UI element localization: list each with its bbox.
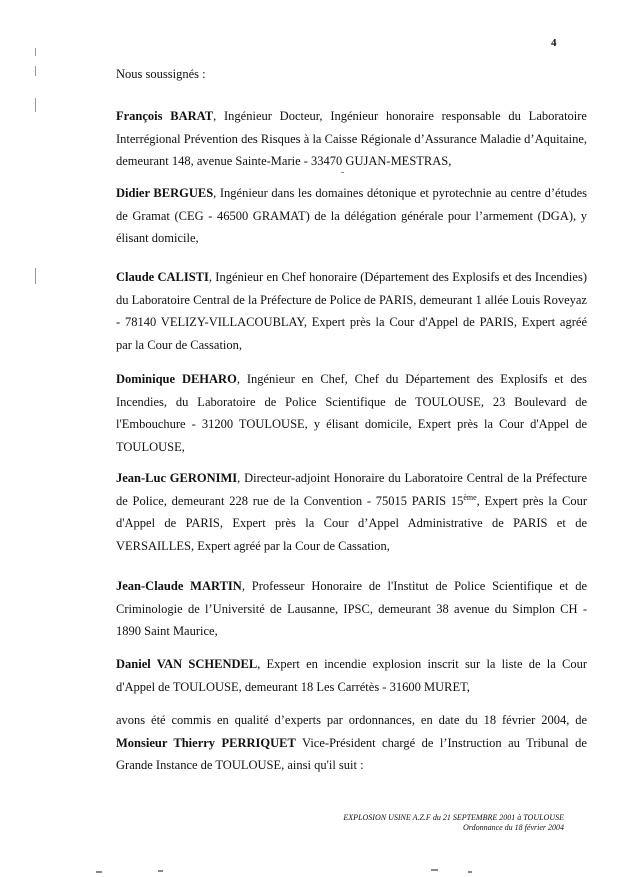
expert-details-continued: , Expert près la Cour d'Appel de PARIS, Expert près la Cour d’Appel Administrative de PARIS et de VERSAILLES, Expert agréé par la Cour de Cassation, xyxy=(116,493,587,553)
intro-line: Nous soussignés : xyxy=(116,67,206,81)
scan-mark xyxy=(35,98,36,112)
footer-title: EXPLOSION USINE A.Z.F du 21 SEPTEMBRE 2001 à TOULOUSE xyxy=(343,813,564,822)
footer-subtitle: Ordonnance du 18 février 2004 xyxy=(462,823,564,832)
scan-mark xyxy=(35,48,36,56)
expert-name: Claude CALISTI xyxy=(116,270,209,284)
expert-name: Didier BERGUES xyxy=(116,186,214,200)
page-footer xyxy=(343,813,564,833)
scan-mark xyxy=(341,172,344,173)
expert-paragraph xyxy=(116,653,587,698)
closing-paragraph xyxy=(116,709,587,777)
scan-mark xyxy=(431,869,438,871)
expert-name: Jean-Luc GERONIMI xyxy=(116,471,238,485)
scan-mark xyxy=(35,66,36,76)
scan-mark xyxy=(468,871,472,873)
expert-paragraph xyxy=(116,575,587,643)
expert-details: , Ingénieur dans les domaines détonique et pyrotechnie au centre d’études de Gramat (CEG - 46500 GRAMAT) de la délégation générale pour l’armement (DGA), y élisant domicile, xyxy=(116,186,587,245)
expert-details: , Expert en incendie explosion inscrit sur la liste de la Cour d'Appel de TOULOUSE, demeurant 18 Les Carrétès - 31600 MURET, xyxy=(116,657,587,694)
expert-paragraph xyxy=(116,368,587,458)
expert-name: Jean-Claude MARTIN xyxy=(116,579,242,593)
expert-name: François BARAT xyxy=(116,109,214,123)
page-number: 4 xyxy=(551,37,557,49)
expert-details: , Directeur-adjoint Honoraire du Laboratoire Central de la Préfecture de Police, demeurant 228 rue de la Convention - 75015 PARIS 15 xyxy=(116,471,587,508)
expert-details: , Professeur Honoraire de l'Institut de Police Scientifique et de Criminologie de l’Université de Lausanne, IPSC, demeurant 38 avenue du Simplon CH - 1890 Saint Maurice, xyxy=(116,579,588,638)
expert-paragraph xyxy=(116,266,587,356)
scan-mark xyxy=(158,870,163,872)
expert-paragraph xyxy=(116,467,587,557)
expert-details: , Ingénieur Docteur, Ingénieur honoraire responsable du Laboratoire Interrégional Prévention des Risques à la Caisse Régionale d’Assurance Maladie d’Aquitaine, demeurant 148, avenue Sainte-Marie - 33470 GUJAN-MESTRAS, xyxy=(116,109,587,168)
expert-name: Daniel VAN SCHENDEL xyxy=(116,657,258,671)
closing-text: avons été commis en qualité d’experts par ordonnances, en date du 18 février 2004, de xyxy=(116,713,587,727)
scan-mark xyxy=(96,871,102,873)
judge-name: Monsieur Thierry PERRIQUET xyxy=(116,735,296,750)
expert-details: , Ingénieur en Chef, Chef du Département des Explosifs et des Incendies, du Laboratoire de Police Scientifique de TOULOUSE, 23 Boulevard de l'Embouchure - 31200 TOULOUSE, y élisant domicile, Expert près la Cour d'Appel de TOULOUSE, xyxy=(116,372,587,454)
expert-name: Dominique DEHARO xyxy=(116,372,237,386)
expert-paragraph xyxy=(116,182,587,250)
expert-paragraph xyxy=(116,105,587,173)
closing-text-continued: Vice-Président chargé de l’Instruction au Tribunal de Grande Instance de TOULOUSE, ainsi qu'il suit : xyxy=(116,735,587,772)
scan-mark xyxy=(35,268,36,284)
expert-details: , Ingénieur en Chef honoraire (Département des Explosifs et des Incendies) du Laboratoire Central de la Préfecture de Police de PARIS, demeurant 1 allée Louis Roveyaz - 78140 VELIZY-VILLACOUBLAY, Expert près la Cour d'Appel de PARIS, Expert agréé par la Cour de Cassation, xyxy=(116,270,587,352)
superscript: ème xyxy=(463,492,477,502)
